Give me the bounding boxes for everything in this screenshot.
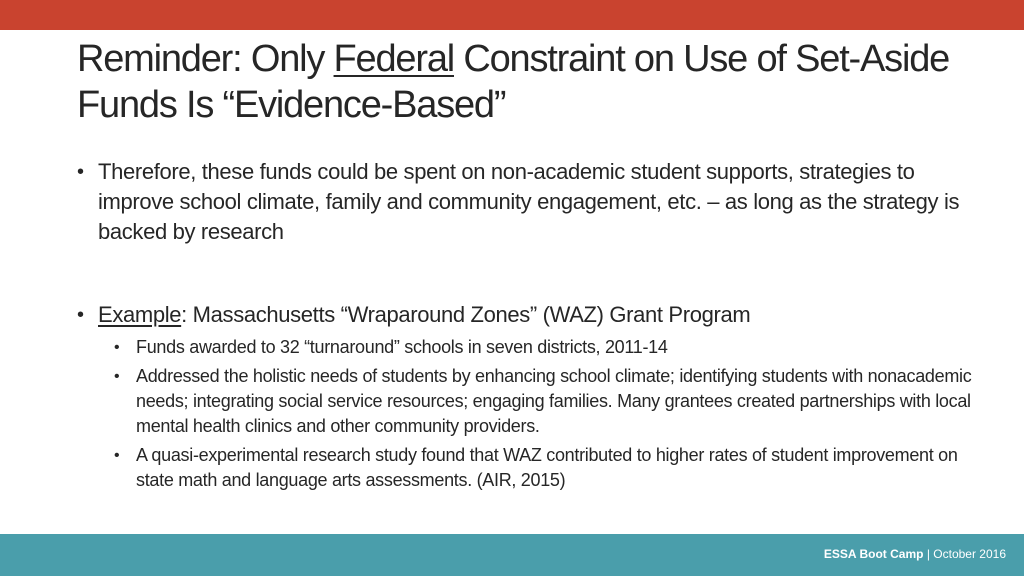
title-underlined-word: Federal (333, 38, 454, 80)
sub-bullet-text: Addressed the holistic needs of students by enhancing school climate; identifying students with nonacademic needs; integrating social service resources; engaging families. Many grantees created partnerships with local mental health clinics and other community providers. (136, 366, 972, 436)
bullet-dot: • (114, 339, 120, 356)
example-label: Example (98, 302, 182, 327)
top-accent-bar (0, 0, 1024, 30)
sub-bullet-list (77, 335, 977, 493)
footer-separator: | (926, 547, 930, 561)
bullet-text: : Massachusetts “Wraparound Zones” (WAZ) Grant Program (181, 302, 751, 327)
sub-bullet-item (114, 335, 977, 360)
footer-date: October 2016 (933, 547, 1006, 561)
footer-text (824, 547, 1006, 561)
bullet-item-example (77, 300, 977, 330)
sub-bullet-item (114, 443, 977, 493)
title-part-1: Reminder: Only (77, 38, 334, 80)
sub-bullet-text: Funds awarded to 32 “turnaround” schools in seven districts, 2011-14 (136, 337, 668, 357)
title-part-2: Constraint on Use of Set-Aside Funds Is “Evidence-Based” (77, 38, 950, 126)
footer-bar (0, 534, 1024, 576)
bullet-dot: • (77, 161, 84, 183)
bullet-text: Therefore, these funds could be spent on non-academic student supports, strategies to improve school climate, family and community engagement, etc. – as long as the strategy is backed by research (98, 159, 960, 244)
sub-bullet-item (114, 364, 977, 439)
sub-bullet-text: A quasi-experimental research study found that WAZ contributed to higher rates of student improvement on state math and language arts assessments. (AIR, 2015) (136, 445, 958, 490)
footer-brand: ESSA Boot Camp (823, 547, 924, 561)
bullet-dot: • (114, 368, 120, 385)
bullet-list (77, 157, 977, 497)
bullet-dot: • (114, 447, 120, 464)
slide-title (77, 36, 977, 128)
bullet-item (77, 157, 977, 247)
bullet-dot: • (77, 304, 84, 326)
